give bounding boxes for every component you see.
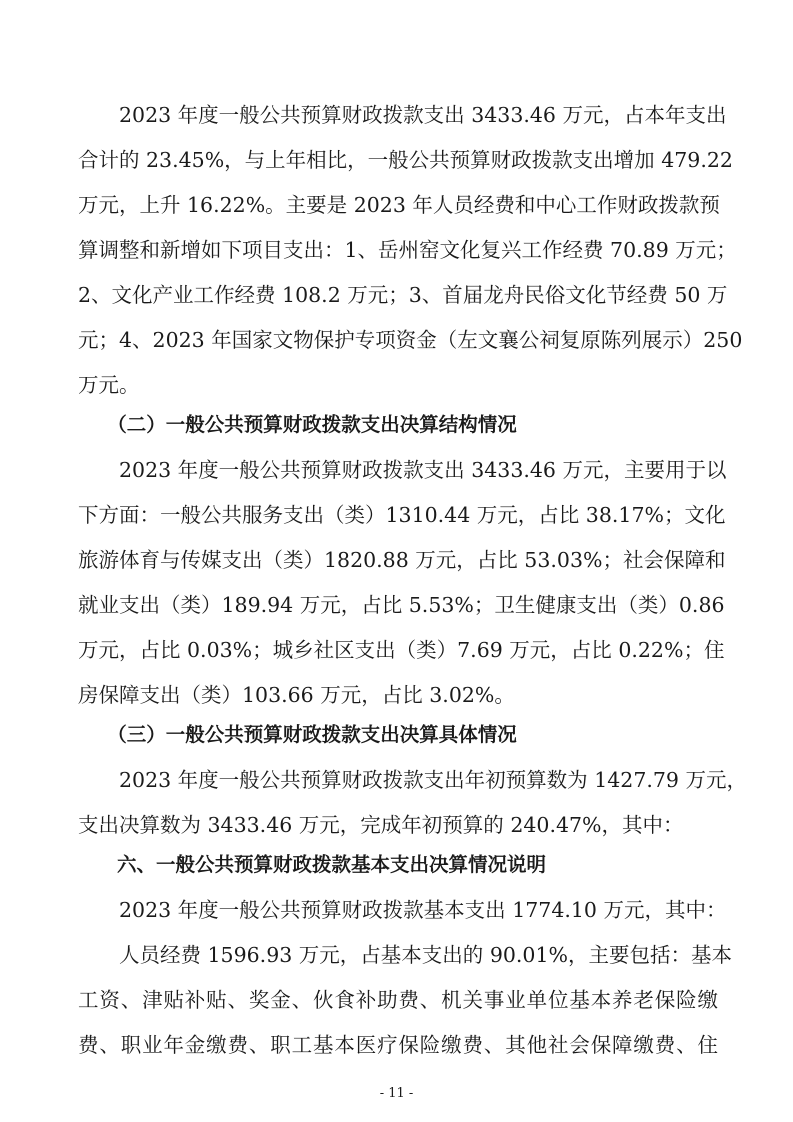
- paragraph-line: 2、文化产业工作经费 108.2 万元；3、首届龙舟民俗文化节经费 50 万: [78, 283, 728, 307]
- paragraph-line: 下方面：一般公共服务支出（类）1310.44 万元，占比 38.17%；文化: [78, 503, 726, 527]
- paragraph-line: 人员经费 1596.93 万元，占基本支出的 90.01%，主要包括：基本: [78, 943, 732, 967]
- page-number: - 11 -: [379, 1086, 414, 1101]
- paragraph-line: 旅游体育与传媒支出（类）1820.88 万元，占比 53.03%；社会保障和: [78, 548, 726, 572]
- paragraph-line: 支出决算数为 3433.46 万元，完成年初预算的 240.47%，其中：: [78, 813, 684, 837]
- paragraph-line: 算调整和新增如下项目支出：1、岳州窑文化复兴工作经费 70.89 万元；: [78, 238, 737, 262]
- paragraph-line: 就业支出（类）189.94 万元，占比 5.53%；卫生健康支出（类）0.86: [78, 593, 725, 617]
- paragraph-line: 合计的 23.45%，与上年相比，一般公共预算财政拨款支出增加 479.22: [78, 148, 733, 172]
- paragraph-line: 元；4、2023 年国家文物保护专项资金（左文襄公祠复原陈列展示）250: [78, 328, 743, 352]
- paragraph-line: 2023 年度一般公共预算财政拨款支出年初预算数为 1427.79 万元，: [78, 768, 747, 792]
- paragraph-line: 2023 年度一般公共预算财政拨款支出 3433.46 万元，占本年支出: [78, 103, 727, 127]
- section-heading: （二）一般公共预算财政拨款支出决算结构情况: [78, 413, 517, 436]
- paragraph-line: 工资、津贴补贴、奖金、伙食补助费、机关事业单位基本养老保险缴: [78, 988, 718, 1012]
- paragraph-line: 2023 年度一般公共预算财政拨款基本支出 1774.10 万元，其中：: [78, 898, 727, 922]
- section-heading: （三）一般公共预算财政拨款支出决算具体情况: [78, 723, 517, 746]
- paragraph-line: 2023 年度一般公共预算财政拨款支出 3433.46 万元，主要用于以: [78, 458, 727, 482]
- paragraph-line: 万元，上升 16.22%。主要是 2023 年人员经费和中心工作财政拨款预: [78, 193, 720, 217]
- paragraph-line: 房保障支出（类）103.66 万元，占比 3.02%。: [78, 683, 515, 707]
- paragraph-line: 万元，占比 0.03%；城乡社区支出（类）7.69 万元，占比 0.22%；住: [78, 638, 725, 662]
- section-heading: 六、一般公共预算财政拨款基本支出决算情况说明: [78, 853, 547, 876]
- paragraph-line: 费、职业年金缴费、职工基本医疗保险缴费、其他社会保障缴费、住: [78, 1033, 718, 1057]
- paragraph-line: 万元。: [78, 373, 140, 397]
